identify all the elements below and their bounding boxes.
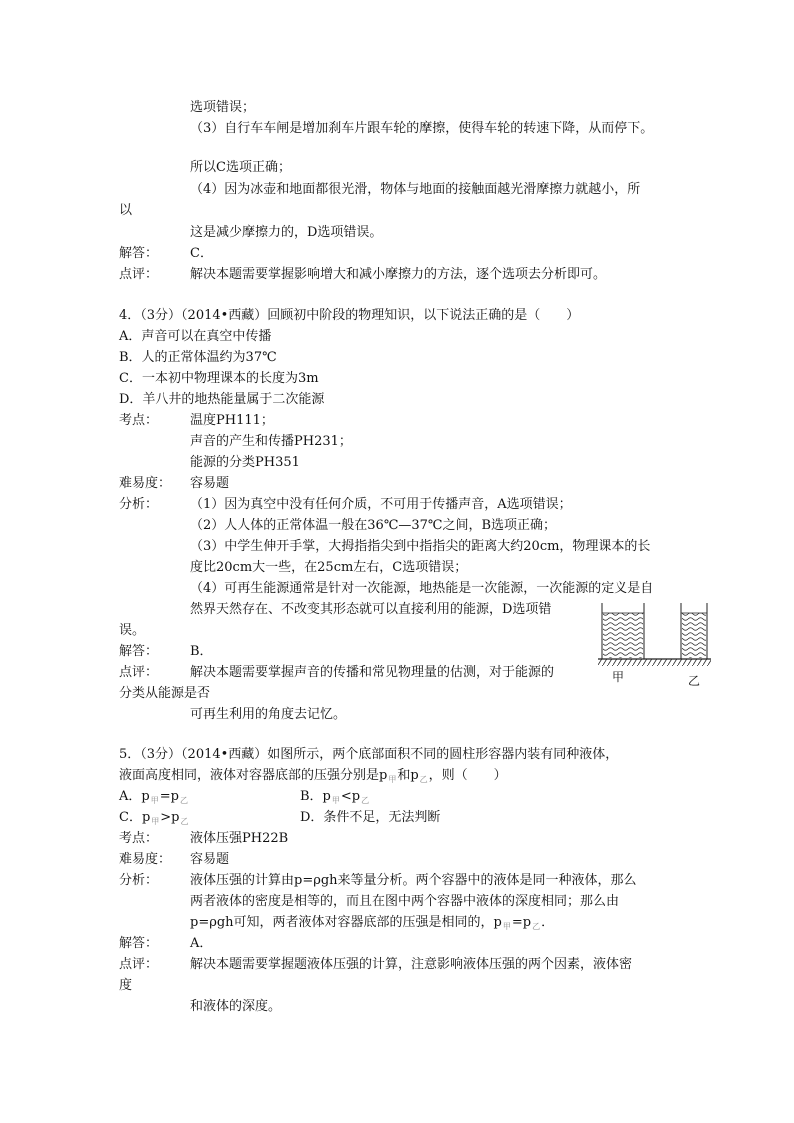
q5-answer-label: 解答： <box>119 936 159 951</box>
q5-comment-label: 点评： <box>119 957 159 972</box>
q5-stem: 5．（3分）（2014•西藏）如图所示，两个底部面积不同的圆柱形容器内装有同种液体， <box>119 747 619 762</box>
q4-stem: 4．（3分）（2014•西藏）回顾初中阶段的物理知识，以下说法正确的是（ ） <box>119 308 580 323</box>
q5-kp-label: 考点： <box>119 831 159 846</box>
q5-option-b: B．$p_甲<p_乙$ <box>300 789 370 805</box>
container-yi <box>681 603 707 659</box>
q5-difficulty-label: 难易度： <box>119 852 172 867</box>
q5-difficulty: 容易题 <box>190 852 230 867</box>
prev-analysis-line: （4）因为冰壶和地面都很光滑，物体与地面的接触面越光滑摩擦力就越小，所 <box>190 182 641 197</box>
q4-comment: 分类从能源是否 <box>119 686 211 701</box>
containers-figure <box>598 601 714 691</box>
q4-difficulty: 容易题 <box>190 476 230 491</box>
prev-answer: C． <box>190 246 213 261</box>
q5-answer: A． <box>190 936 213 951</box>
q4-kp-item: 声音的产生和传播PH231； <box>190 434 352 449</box>
label-yi: 乙 <box>688 674 701 688</box>
q4-kp-item: 能源的分类PH351 <box>190 455 300 470</box>
q5-analysis-line: 液体压强的计算由p=ρgh来等量分析。两个容器中的液体是同一种液体，那么 <box>190 873 637 888</box>
q4-comment: 可再生利用的角度去记忆。 <box>190 707 347 722</box>
prev-analysis-line: 选项错误； <box>190 100 256 115</box>
q5-comment: 和液体的深度。 <box>190 999 282 1014</box>
prev-comment-label: 点评： <box>119 267 159 282</box>
prev-answer-label: 解答： <box>119 246 159 261</box>
q5-option-c: C．$p_甲>p_乙$ <box>119 810 189 826</box>
q5-option-a: A．$p_甲=p_乙$ <box>119 789 188 805</box>
ground <box>598 659 711 666</box>
q4-analysis-line: 然界天然存在、不改变其形态就可以直接利用的能源，D选项错 <box>190 602 552 617</box>
q5-stem: 液面高度相同，液体对容器底部的压强分别是$p_甲$和$p_乙$，则（ ） <box>119 768 507 784</box>
q4-option-b: B．人的正常体温约为37℃ <box>119 350 277 365</box>
q5-comment: 解决本题需要掌握题液体压强的计算，注意影响液体压强的两个因素，液体密 <box>190 957 633 972</box>
prev-analysis-line: 这是减少摩擦力的，D选项错误。 <box>190 225 383 240</box>
q4-analysis-line: （2）人人体的正常体温一般在36℃—37℃之间，B选项正确； <box>190 518 556 533</box>
q5-analysis-label: 分析： <box>119 873 159 888</box>
q5-comment: 度 <box>119 978 133 993</box>
q4-difficulty-label: 难易度： <box>119 476 172 491</box>
q4-analysis-line: （3）中学生伸开手掌，大拇指指尖到中指指尖的距离大约20cm，物理课本的长 <box>190 539 651 554</box>
q5-analysis-line: 两者液体的密度是相等的，而且在图中两个容器中液体的深度相同；那么由 <box>190 894 620 909</box>
prev-comment: 解决本题需要掌握影响增大和减小摩擦力的方法，逐个选项去分析即可。 <box>190 267 607 282</box>
prev-analysis-line: 所以C选项正确； <box>190 160 291 175</box>
q4-comment: 解决本题需要掌握声音的传播和常见物理量的估测，对于能源的 <box>190 665 555 680</box>
q4-analysis-line: 度比20cm大一些，在25cm左右，C选项错误； <box>190 560 468 575</box>
q4-analysis-tail: 误。 <box>119 623 146 638</box>
prev-analysis-line: 以 <box>119 203 133 218</box>
q4-kp-item: 温度PH111； <box>190 413 274 428</box>
q4-option-d: D．羊八井的地热能量属于二次能源 <box>119 392 325 407</box>
q4-analysis-line: （1）因为真空中没有任何介质，不可用于传播声音，A选项错误； <box>190 497 572 512</box>
q4-analysis-label: 分析： <box>119 497 159 512</box>
q5-option-d: D．条件不足，无法判断 <box>300 810 441 825</box>
q4-option-c: C．一本初中物理课本的长度为3m <box>119 371 319 386</box>
q5-analysis-line: p=ρgh可知，两者液体对容器底部的压强是相同的，$p_甲=p_乙$． <box>190 915 555 931</box>
prev-analysis-line: （3）自行车车闸是增加刹车片跟车轮的摩擦，使得车轮的转速下降，从而停下。 <box>190 121 654 136</box>
q5-kp: 液体压强PH22B <box>190 831 289 846</box>
label-jia: 甲 <box>612 670 625 684</box>
q4-option-a: A．声音可以在真空中传播 <box>119 329 272 344</box>
q4-analysis-line: （4）可再生能源通常是针对一次能源，地热能是一次能源，一次能源的定义是自 <box>190 581 654 596</box>
q4-comment-label: 点评： <box>119 665 159 680</box>
q4-answer: B． <box>190 644 213 659</box>
q4-kp-label: 考点： <box>119 413 159 428</box>
container-middle <box>644 603 681 659</box>
container-jia <box>602 603 644 659</box>
q4-answer-label: 解答： <box>119 644 159 659</box>
